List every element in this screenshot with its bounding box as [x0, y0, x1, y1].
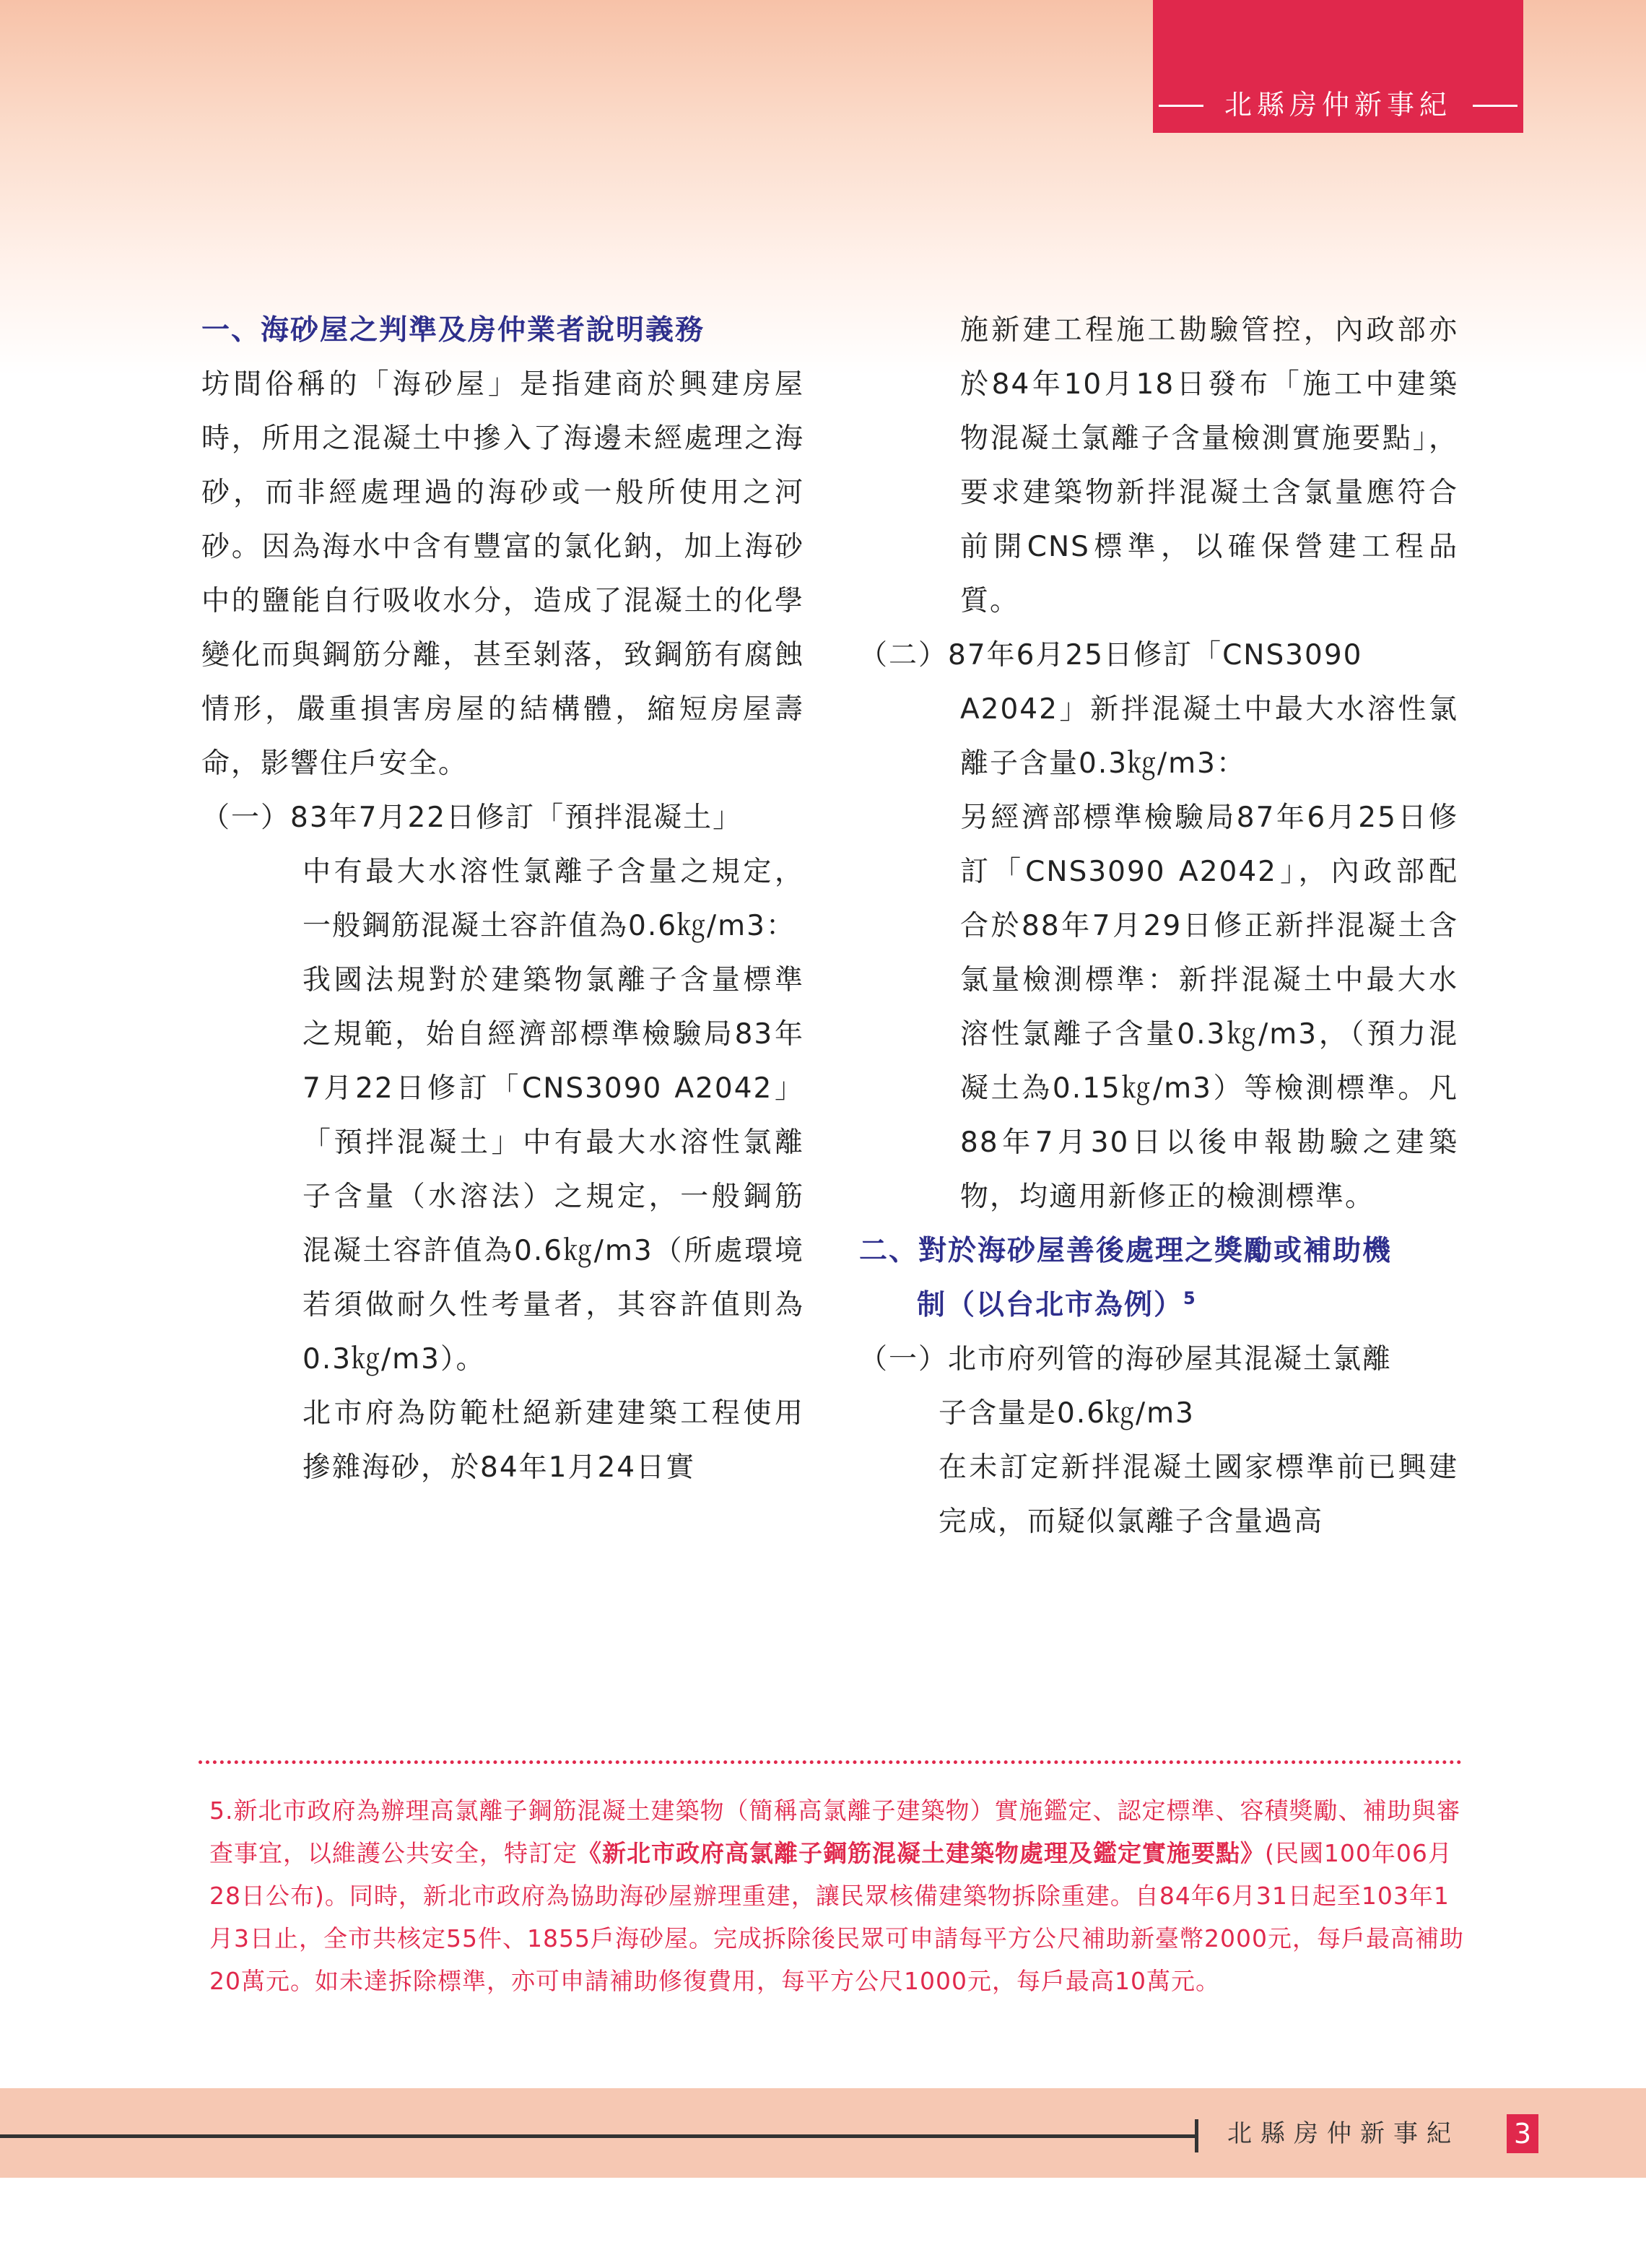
footer-rule-end: [1195, 2119, 1198, 2152]
right-column: [859, 303, 1458, 1549]
page-number: 3: [1507, 2114, 1538, 2153]
item-2-text: A2042」新拌混凝土中最大水溶性氯離子含量0.3㎏/m3：: [960, 693, 1458, 780]
item-1-paragraph-2: 我國法規對於建築物氯離子含量標準之規範，始自經濟部標準檢驗局83年7月22日修訂「CNS3090 A2042」「預拌混凝土」中有最大水溶性氯離子含量（水溶法）之規定，一般鋼筋混凝土容許值為0.6㎏/m3（所處環境若須做耐久性考量者，其容許值則為0.3㎏/m3）。: [302, 964, 804, 1376]
header-rule-left: [1159, 105, 1203, 107]
intro-paragraph: 坊間俗稱的「海砂屋」是指建商於興建房屋時，所用之混凝土中摻入了海邊未經處理之海砂，而非經處理過的海砂或一般所使用之河砂。因為海水中含有豐富的氯化鈉，加上海砂中的鹽能自行吸收水分，造成了混凝土的化學變化而與鋼筋分離，甚至剝落，致鋼筋有腐蝕情形，嚴重損害房屋的結構體，縮短房屋壽命，影響住戶安全。: [201, 368, 804, 780]
header-rule-right: [1473, 105, 1517, 107]
item-1-paragraph-3: 北市府為防範杜絕新建建築工程使用摻雜海砂，於84年1月24日實: [302, 1397, 804, 1484]
footer-title: 北縣房仲新事紀: [1227, 2119, 1460, 2148]
left-column: [201, 303, 804, 1495]
item-2-heading: （二）87年6月25日修訂「CNS3090: [859, 639, 1363, 672]
section-heading-1: 一、海砂屋之判準及房仲業者說明義務: [201, 314, 705, 347]
section-heading-2-line1: 二、對於海砂屋善後處理之獎勵或補助機: [859, 1235, 1393, 1267]
footnote-marker: 5: [1183, 1288, 1197, 1308]
footnote-lead: 5.新北市政府為辦理高氯離子鋼筋混凝土建築物（簡稱高氯離子建築物）實施鑑定、認定標準、容積獎勵、補助與審查事宜，以維護公共安全，特訂定: [209, 1796, 1461, 1867]
section-heading-2: [859, 1224, 1458, 1332]
header-tab: [1153, 0, 1523, 133]
item-3-heading: （一）北市府列管的海砂屋其混凝土氯離: [859, 1343, 1393, 1376]
item-3-text: 子含量是0.6㎏/m3: [939, 1397, 1195, 1430]
item-2-paragraph-2: 另經濟部標準檢驗局87年6月25日修訂「CNS3090 A2042」，內政部配合於88年7月29日修正新拌混凝土含氯量檢測標準：新拌混凝土中最大水溶性氯離子含量0.3㎏/m3，（預力混凝土為0.15㎏/m3）等檢測標準。凡88年7月30日以後申報勘驗之建築物，均適用新修正的檢測標準。: [960, 801, 1458, 1213]
item-3-paragraph-2: 在未訂定新拌混凝土國家標準前已興建完成，而疑似氯離子含量過高: [939, 1451, 1458, 1538]
continued-paragraph: 施新建工程施工勘驗管控，內政部亦於84年10月18日發布「施工中建築物混凝土氯離子含量檢測實施要點」，要求建築物新拌混凝土含氯量應符合前開CNS標準，以確保營建工程品質。: [960, 314, 1458, 617]
footnote-divider: [199, 1760, 1462, 1764]
footnote-bold: 《新北市政府高氯離子鋼筋混凝土建築物處理及鑑定實施要點》: [578, 1839, 1265, 1867]
footnote-rest: (民國100年06月28日公布)。同時，新北市政府為協助海砂屋辦理重建，讓民眾核備建築物拆除重建。自84年6月31日起至103年1月3日止，全市共核定55件、1855戶海砂屋。完成拆除後民眾可申請每平方公尺補助新臺幣2000元，每戶最高補助20萬元。如未達拆除標準，亦可申請補助修復費用，每平方公尺1000元，每戶最高10萬元。: [209, 1839, 1464, 1995]
header-title: 北縣房仲新事紀: [1224, 89, 1452, 121]
section-heading-2-line2: 制（以台北市為例）: [917, 1289, 1184, 1321]
item-1-heading: （一）83年7月22日修訂「預拌混凝土」: [201, 801, 743, 834]
footer-rule: [0, 2134, 1195, 2138]
item-1-text: 中有最大水溶性氯離子含量之規定，一般鋼筋混凝土容許值為0.6㎏/m3：: [302, 856, 804, 942]
footnote: [209, 1789, 1464, 2002]
